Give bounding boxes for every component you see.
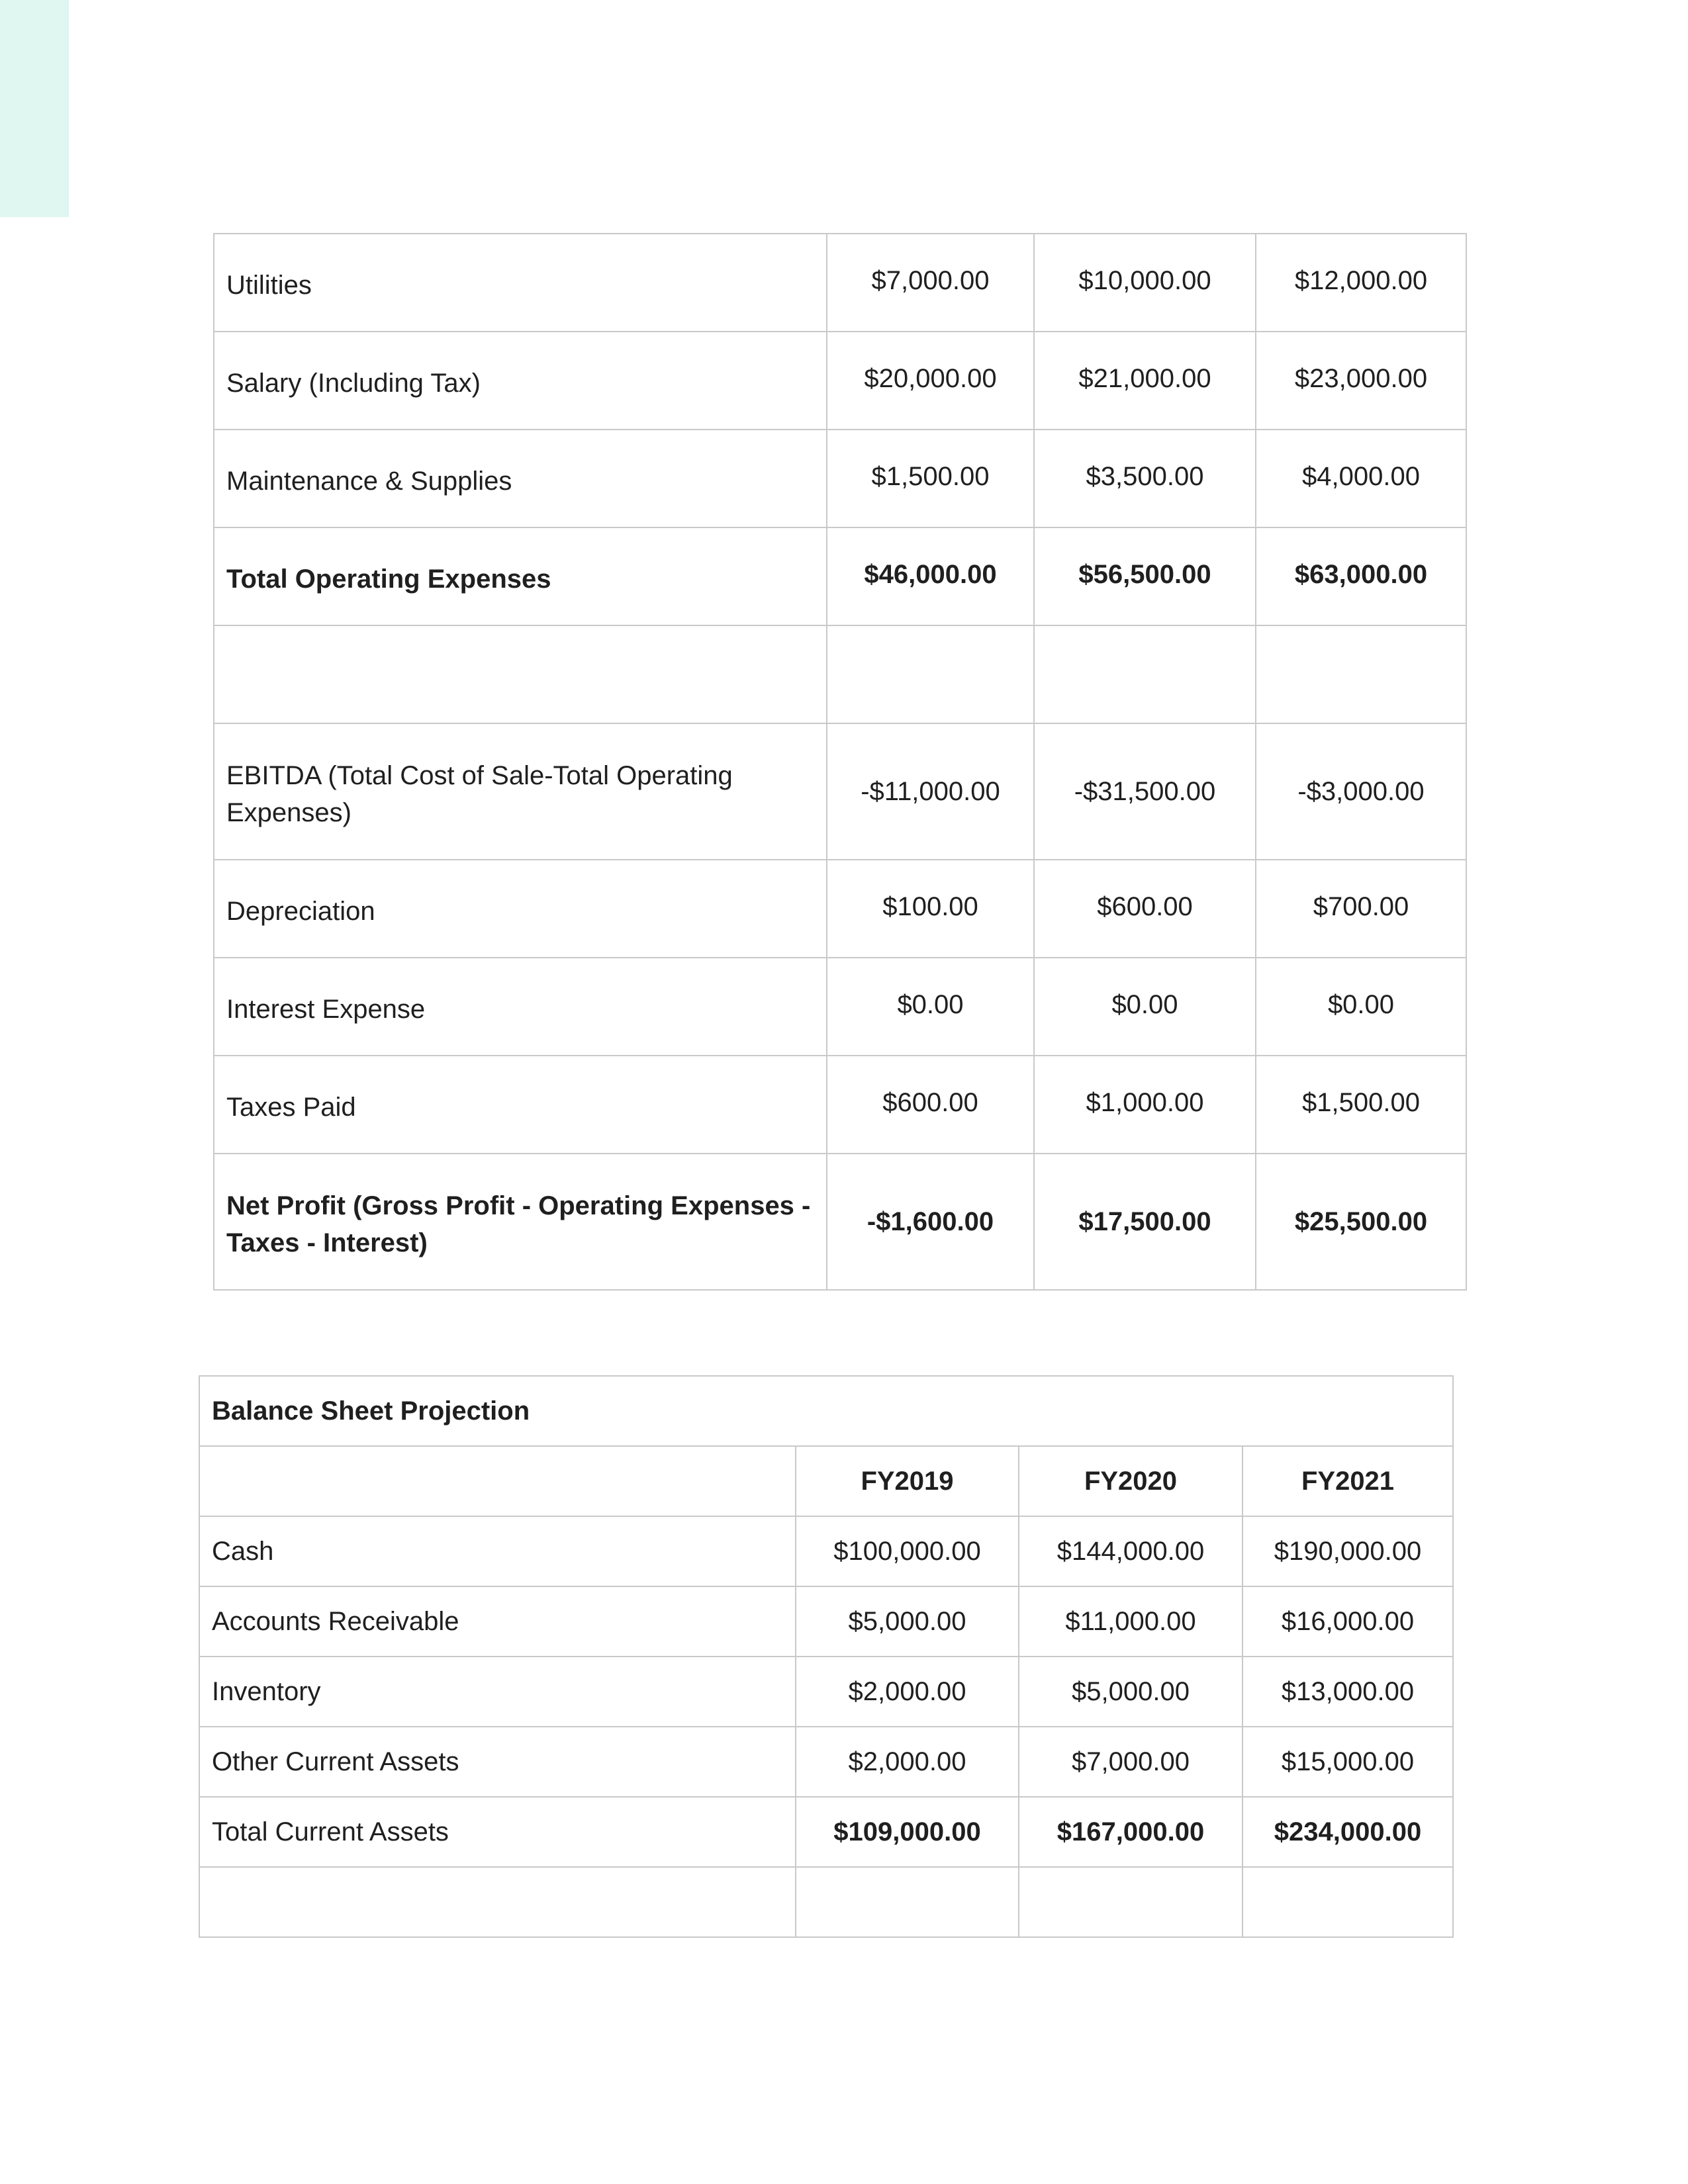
value-cell: $17,500.00 [1034,1154,1256,1290]
value-cell: $21,000.00 [1034,332,1256,430]
value-cell: $7,000.00 [827,234,1034,332]
value-cell [1019,1867,1243,1937]
table-row [199,1586,1453,1657]
row-label: EBITDA (Total Cost of Sale-Total Operating Expenses) [214,723,827,860]
value-cell: $25,500.00 [1256,1154,1466,1290]
value-cell: $5,000.00 [1019,1657,1243,1727]
value-cell: $234,000.00 [1243,1797,1453,1867]
income-statement-table [213,233,1467,1291]
value-cell: $10,000.00 [1034,234,1256,332]
value-cell: $700.00 [1256,860,1466,958]
row-label: Inventory [199,1657,796,1727]
value-cell: $4,000.00 [1256,430,1466,527]
row-label: Accounts Receivable [199,1586,796,1657]
value-cell [1243,1867,1453,1937]
table-title: Balance Sheet Projection [199,1376,1453,1446]
table-row [214,430,1466,527]
value-cell [796,1867,1019,1937]
header-cell: FY2021 [1243,1446,1453,1516]
value-cell: -$31,500.00 [1034,723,1256,860]
value-cell: $23,000.00 [1256,332,1466,430]
row-label: Depreciation [214,860,827,958]
value-cell: -$11,000.00 [827,723,1034,860]
value-cell: $1,500.00 [827,430,1034,527]
empty-row [199,1867,1453,1937]
value-cell: $600.00 [1034,860,1256,958]
table-row [214,723,1466,860]
corner-accent-block [0,0,69,217]
value-cell: $144,000.00 [1019,1516,1243,1586]
table-row [214,958,1466,1056]
row-label: Maintenance & Supplies [214,430,827,527]
value-cell: $13,000.00 [1243,1657,1453,1727]
table-row [214,860,1466,958]
table-row [199,1657,1453,1727]
value-cell: -$3,000.00 [1256,723,1466,860]
value-cell: $190,000.00 [1243,1516,1453,1586]
table-title-row [199,1376,1453,1446]
table-row [214,332,1466,430]
row-label: Total Operating Expenses [214,527,827,625]
value-cell: $1,500.00 [1256,1056,1466,1154]
value-cell: $100,000.00 [796,1516,1019,1586]
row-label: Cash [199,1516,796,1586]
header-cell [199,1446,796,1516]
total-row [214,1154,1466,1290]
value-cell: $2,000.00 [796,1727,1019,1797]
row-label: Total Current Assets [199,1797,796,1867]
row-label [214,625,827,723]
value-cell [1256,625,1466,723]
value-cell: $5,000.00 [796,1586,1019,1657]
value-cell: $56,500.00 [1034,527,1256,625]
header-cell: FY2020 [1019,1446,1243,1516]
empty-row [214,625,1466,723]
value-cell: $3,500.00 [1034,430,1256,527]
row-label: Other Current Assets [199,1727,796,1797]
value-cell: $15,000.00 [1243,1727,1453,1797]
value-cell: $46,000.00 [827,527,1034,625]
value-cell: $0.00 [1034,958,1256,1056]
value-cell: $7,000.00 [1019,1727,1243,1797]
value-cell: $0.00 [1256,958,1466,1056]
total-row [214,527,1466,625]
table-row [199,1516,1453,1586]
value-cell: $11,000.00 [1019,1586,1243,1657]
row-label: Interest Expense [214,958,827,1056]
value-cell: $20,000.00 [827,332,1034,430]
table-row [199,1727,1453,1797]
row-label [199,1867,796,1937]
table-row [214,234,1466,332]
value-cell: $2,000.00 [796,1657,1019,1727]
balance-sheet-table [199,1375,1454,1938]
row-label: Utilities [214,234,827,332]
value-cell: $16,000.00 [1243,1586,1453,1657]
value-cell: -$1,600.00 [827,1154,1034,1290]
row-label: Taxes Paid [214,1056,827,1154]
row-label: Net Profit (Gross Profit - Operating Expenses - Taxes - Interest) [214,1154,827,1290]
value-cell: $100.00 [827,860,1034,958]
value-cell: $12,000.00 [1256,234,1466,332]
value-cell: $1,000.00 [1034,1056,1256,1154]
value-cell: $167,000.00 [1019,1797,1243,1867]
value-cell [827,625,1034,723]
value-cell: $0.00 [827,958,1034,1056]
header-row [199,1446,1453,1516]
value-cell: $63,000.00 [1256,527,1466,625]
row-label: Salary (Including Tax) [214,332,827,430]
header-cell: FY2019 [796,1446,1019,1516]
value-cell: $109,000.00 [796,1797,1019,1867]
table-row [214,1056,1466,1154]
value-cell: $600.00 [827,1056,1034,1154]
total-row [199,1797,1453,1867]
value-cell [1034,625,1256,723]
